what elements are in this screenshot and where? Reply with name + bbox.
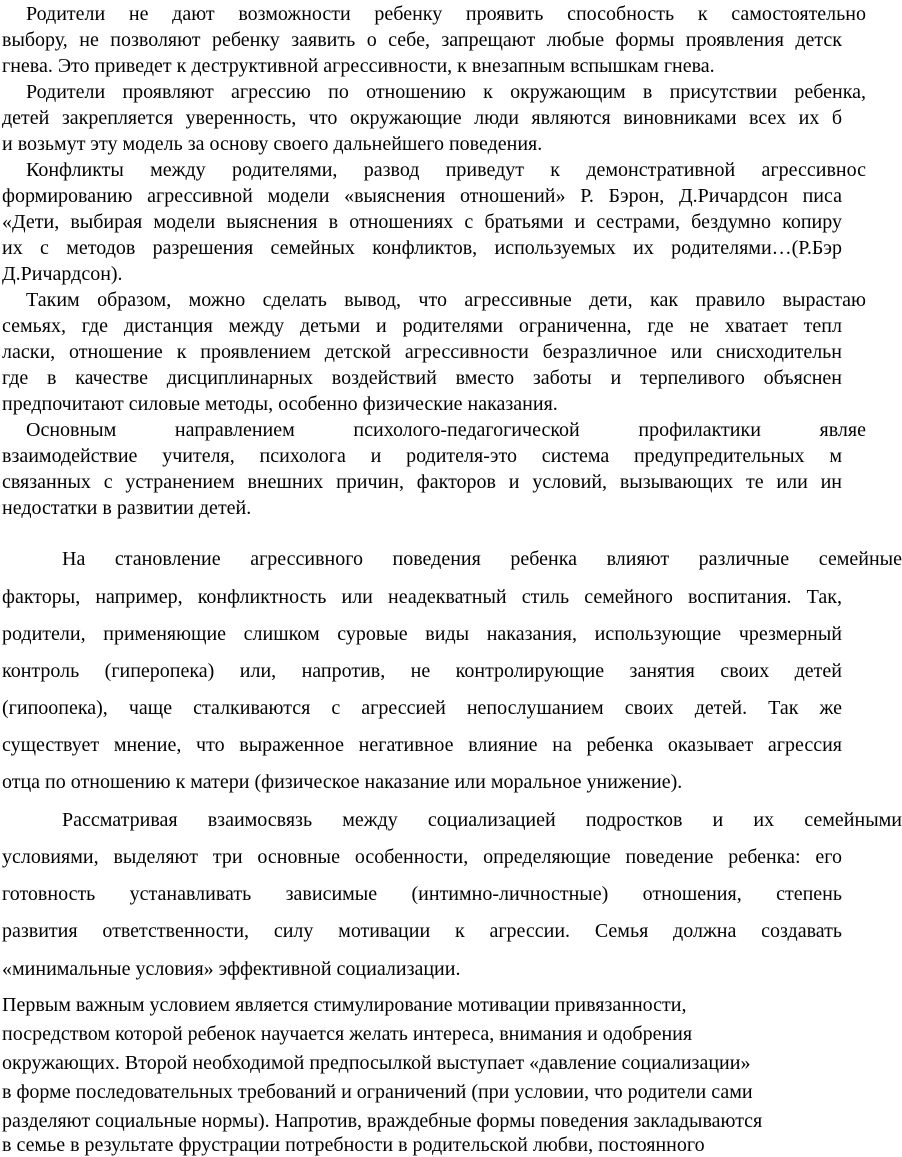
text-line: взаимодействие учителя, психолога и родителя-это система предупредительных м (2, 445, 842, 467)
text-line: Д.Ричардсон). (2, 263, 123, 285)
text-line: в форме последовательных требований и ограничений (при условии, что родители сами (2, 1081, 753, 1103)
text-line: отца по отношению к матери (физическое наказание или моральное унижение). (2, 771, 683, 793)
text-line: посредством которой ребенок научается желать интереса, внимания и одобрения (2, 1023, 693, 1045)
text-line: «минимальные условия» эффективной социализации. (2, 958, 461, 980)
text-line: готовность устанавливать зависимые (интимно-личностные) отношения, степень (2, 883, 842, 905)
text-line: детей закрепляется уверенность, что окружающие люди являются виновниками всех их б (2, 107, 842, 129)
text-line: Основным направлением психолого-педагогической профилактики являе (26, 419, 866, 441)
text-line: Родители проявляют агрессию по отношению к окружающим в присутствии ребенка, (26, 81, 866, 103)
text-line: Родители не дают возможности ребенку проявить способность к самостоятельно (26, 3, 866, 25)
text-line: На становление агрессивного поведения ребенка влияют различные семейные (62, 548, 902, 570)
text-line: недостатки в развитии детей. (2, 497, 252, 519)
text-line: «Дети, выбирая модели выяснения в отношениях с братьями и сестрами, бездумно копиру (2, 211, 842, 233)
text-line: семьях, где дистанция между детьми и родителями ограниченна, где не хватает тепл (2, 315, 842, 337)
text-line: развития ответственности, силу мотивации к агрессии. Семья должна создавать (2, 920, 842, 942)
text-line: выбору, не позволяют ребенку заявить о себе, запрещают любые формы проявления детск (2, 29, 842, 51)
text-line: в семье в результате фрустрации потребности в родительской любви, постоянного (2, 1134, 705, 1156)
text-line: Рассматривая взаимосвязь между социализацией подростков и их семейными (62, 809, 902, 831)
text-line: факторы, например, конфликтность или неадекватный стиль семейного воспитания. Так, (2, 586, 842, 608)
text-line: контроль (гиперопека) или, напротив, не контролирующие занятия своих детей (2, 660, 842, 682)
text-line: и возьмут эту модель за основу своего дальнейшего поведения. (2, 133, 543, 155)
text-line: Первым важным условием является стимулирование мотивации привязанности, (2, 994, 687, 1016)
text-line: связанных с устранением внешних причин, факторов и условий, вызывающих те или ин (2, 471, 842, 493)
text-line: где в качестве дисциплинарных воздействий вместо заботы и терпеливого объяснен (2, 367, 842, 389)
text-line: родители, применяющие слишком суровые виды наказания, использующие чрезмерный (2, 623, 842, 645)
text-line: ласки, отношение к проявлением детской агрессивности безразличное или снисходительн (2, 341, 842, 363)
text-line: Конфликты между родителями, развод приведут к демонстративной агрессивнос (26, 159, 866, 181)
text-line: Таким образом, можно сделать вывод, что агрессивные дети, как правило вырастаю (26, 289, 866, 311)
text-line: окружающих. Второй необходимой предпосылкой выступает «давление социализации» (2, 1052, 751, 1074)
text-line: (гипоопека), чаще сталкиваются с агрессией непослушанием своих детей. Так же (2, 697, 842, 719)
text-line: разделяют социальные нормы). Напротив, враждебные формы поведения закладываются (2, 1110, 763, 1132)
text-line: предпочитают силовые методы, особенно физические наказания. (2, 393, 558, 415)
text-line: их с методов разрешения семейных конфликтов, используемых их родителями…(Р.Бэр (2, 237, 842, 259)
text-line: существует мнение, что выраженное негативное влияние на ребенка оказывает агрессия (2, 734, 842, 756)
text-line: условиями, выделяют три основные особенности, определяющие поведение ребенка: его (2, 846, 842, 868)
text-line: гнева. Это приведет к деструктивной агрессивности, к внезапным вспышкам гнева. (2, 55, 715, 77)
text-line: формированию агрессивной модели «выяснения отношений» Р. Бэрон, Д.Ричардсон писа (2, 185, 842, 207)
